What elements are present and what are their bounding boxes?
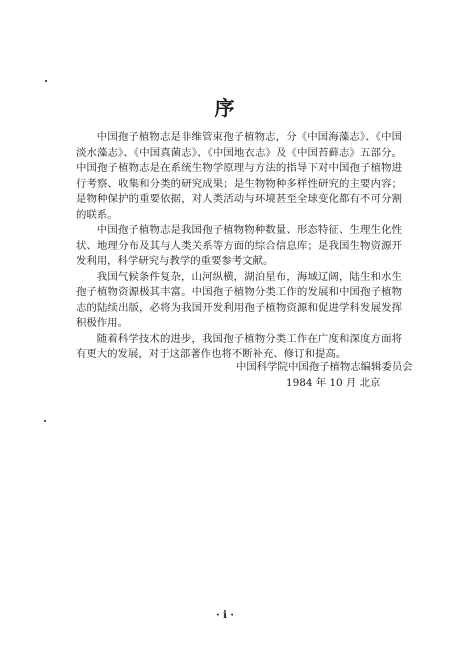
preface-title: 序 [214,96,236,120]
paragraph: 我国气候条件复杂，山河纵横，湖泊星布，海域辽阔，陆生和水生孢子植物资源极其丰富。中国孢子植物分类工作的发展和中国孢子植物志的陆续出版，必将为我国开发利用孢子植物资源和促进学科发展发挥积极作用。 [76,270,402,329]
paragraph: 中国孢子植物志是我国孢子植物物种数量、形态特征、生理生化性状、地理分布及其与人类关系等方面的综合信息库；是我国生物资源开发利用，科学研究与教学的重要参考文献。 [76,224,402,267]
signature-date: 1984 年 10 月 北京 [286,376,381,389]
scan-speck [44,420,46,422]
scan-speck [45,80,47,82]
paragraph: 随着科学技术的进步，我国孢子植物分类工作在广度和深度方面将有更大的发展，对于这部著作也将不断补充、修订和提高。 [76,332,402,360]
signature-org: 中国科学院中国孢子植物志编辑委员会 [236,361,413,373]
page-number: · i · [216,610,234,621]
preface-body [76,130,402,363]
signature-block [236,360,413,391]
paragraph: 中国孢子植物志是非维管束孢子植物志，分《中国海藻志》、《中国淡水藻志》、《中国真菌志》、《中国地衣志》及《中国苔藓志》五部分。中国孢子植物志是在系统生物学原理与方法的指导下对中国孢子植物进行考察、收集和分类的研究成果；是生物物种多样性研究的主要内容；是物种保护的重要依据，对人类活动与环境甚至全球变化都有不可分割的联系。 [76,131,402,221]
